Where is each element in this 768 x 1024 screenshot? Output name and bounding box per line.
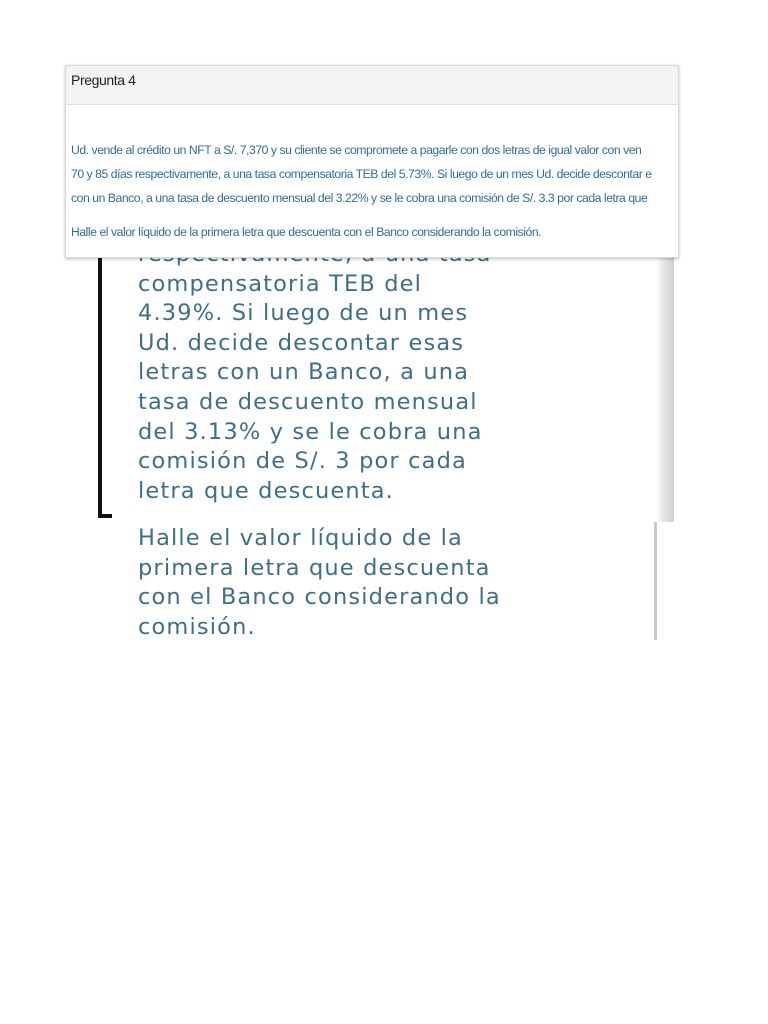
left-border-bar [98,240,102,516]
question-line: con un Banco, a una tasa de descuento mensual del 3.22% y se le cobra una comisión de S/. 3.3 por cada letra que [71,191,648,205]
question-text [71,138,679,210]
bottom-border-tick [98,514,112,518]
background-line: compensatoria TEB del [138,270,423,297]
background-line: Halle el valor líquido de la [138,525,463,551]
background-line: comisión de S/. 3 por cada [138,448,467,475]
background-paragraph-1 [138,240,658,506]
background-line: 4.39%. Si luego de un mes [138,300,469,327]
background-line: con el Banco considerando la [138,584,501,611]
question-header [66,66,678,105]
background-line: primera letra que descuenta [138,554,491,581]
background-line: tasa de descuento mensual [138,388,478,415]
background-paragraph-2 [138,524,658,642]
right-edge-shadow [656,240,674,522]
background-line: comisión. [138,613,256,640]
background-line: letras con un Banco, a una [138,359,470,386]
question-title: Pregunta 4 [71,72,136,88]
question-line: 70 y 85 días respectivamente, a una tasa compensatoria TEB del 5.73%. Si luego de un mes Ud. decide descontar e [71,167,652,181]
background-line: letra que descuenta. [138,477,394,504]
question-prompt: Halle el valor líquido de la primera letra que descuenta con el Banco considerando la comisión. [71,225,542,239]
background-line: del 3.13% y se le cobra una [138,418,483,445]
question-line: Ud. vende al crédito un NFT a S/. 7,370 y su cliente se compromete a pagarle con dos letras de igual valor con ven [71,143,642,157]
background-line: Ud. decide descontar esas [138,329,465,356]
background-screenshot [98,240,678,640]
question-card [65,65,679,258]
